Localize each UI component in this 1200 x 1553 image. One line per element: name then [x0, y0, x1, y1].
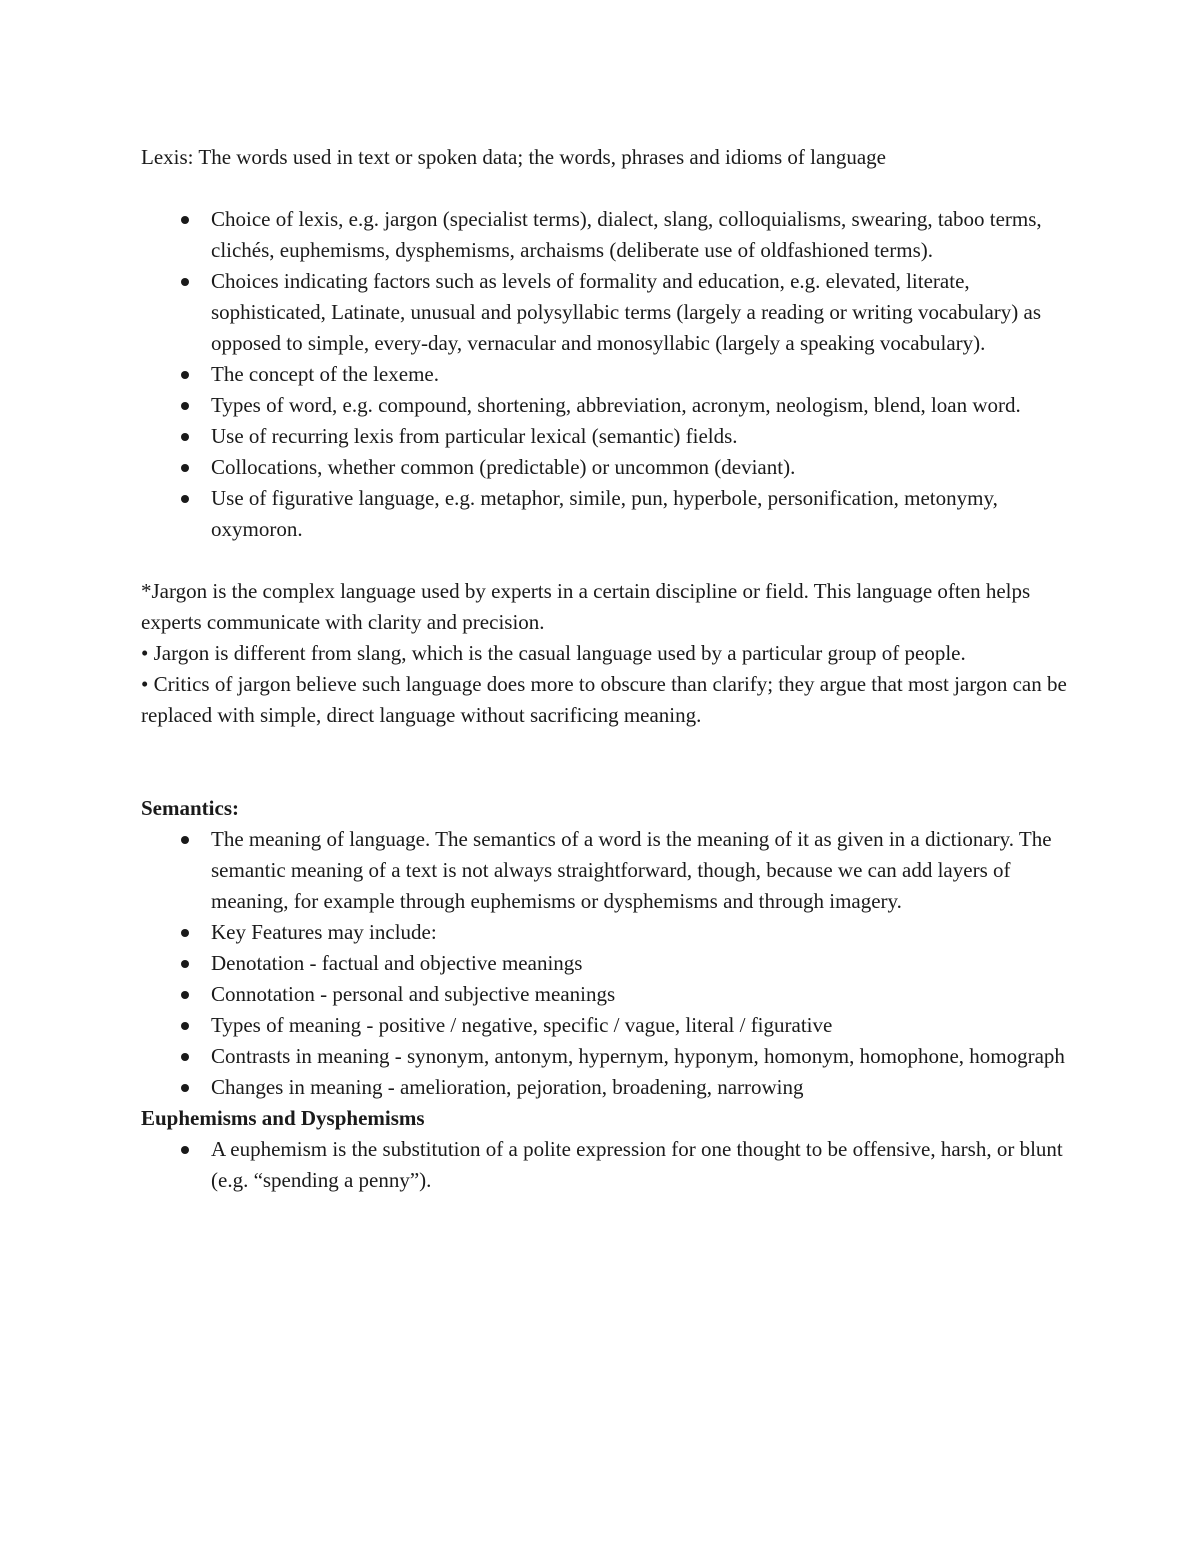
euphemisms-heading: Euphemisms and Dysphemisms: [141, 1106, 425, 1130]
semantics-bullet: Key Features may include:: [141, 917, 1071, 948]
semantics-bullet: The meaning of language. The semantics of a word is the meaning of it as given in a dictionary. The semantic meaning of a text is not always straightforward, though, because we can add layers of meaning, for example through euphemisms or dysphemisms and through imagery.: [141, 824, 1071, 917]
euphemisms-bullet-list: [141, 1134, 1071, 1196]
spacer: [141, 731, 1071, 793]
jargon-point: • Jargon is different from slang, which is the casual language used by a particular group of people.: [141, 641, 966, 665]
lexis-bullet: Use of recurring lexis from particular lexical (semantic) fields.: [141, 421, 1071, 452]
document-body: [141, 142, 1071, 1196]
lexis-bullet: Use of figurative language, e.g. metaphor, simile, pun, hyperbole, personification, metonymy, oxymoron.: [141, 483, 1071, 545]
lexis-bullet: Choice of lexis, e.g. jargon (specialist terms), dialect, slang, colloquialisms, swearing, taboo terms, clichés, euphemisms, dysphemisms, archaisms (deliberate use of oldfashioned terms).: [141, 204, 1071, 266]
lexis-bullet: Collocations, whether common (predictable) or uncommon (deviant).: [141, 452, 1071, 483]
semantics-bullet: Contrasts in meaning - synonym, antonym, hypernym, hyponym, homonym, homophone, homograph: [141, 1041, 1071, 1072]
semantics-bullet: Changes in meaning - amelioration, pejoration, broadening, narrowing: [141, 1072, 1071, 1103]
semantics-bullet-list: [141, 824, 1071, 1103]
lexis-bullet-list: [141, 204, 1071, 545]
lexis-bullet: Types of word, e.g. compound, shortening, abbreviation, acronym, neologism, blend, loan word.: [141, 390, 1071, 421]
spacer: [141, 545, 1071, 576]
semantics-bullet: Denotation - factual and objective meanings: [141, 948, 1071, 979]
jargon-point: • Critics of jargon believe such language does more to obscure than clarify; they argue that most jargon can be replaced with simple, direct language without sacrificing meaning.: [141, 672, 1067, 727]
semantics-heading: Semantics:: [141, 796, 239, 820]
semantics-bullet: Connotation - personal and subjective meanings: [141, 979, 1071, 1010]
jargon-definition: *Jargon is the complex language used by experts in a certain discipline or field. This language often helps experts communicate with clarity and precision.: [141, 579, 1031, 634]
lexis-definition: Lexis: The words used in text or spoken data; the words, phrases and idioms of language: [141, 145, 886, 169]
lexis-bullet: Choices indicating factors such as levels of formality and education, e.g. elevated, literate, sophisticated, Latinate, unusual and polysyllabic terms (largely a reading or writing vocabulary) as opposed to simple, every-day, vernacular and monosyllabic (largely a speaking vocabulary).: [141, 266, 1071, 359]
lexis-bullet: The concept of the lexeme.: [141, 359, 1071, 390]
euphemisms-bullet: A euphemism is the substitution of a polite expression for one thought to be offensive, harsh, or blunt (e.g. “spending a penny”).: [141, 1134, 1071, 1196]
semantics-bullet: Types of meaning - positive / negative, specific / vague, literal / figurative: [141, 1010, 1071, 1041]
